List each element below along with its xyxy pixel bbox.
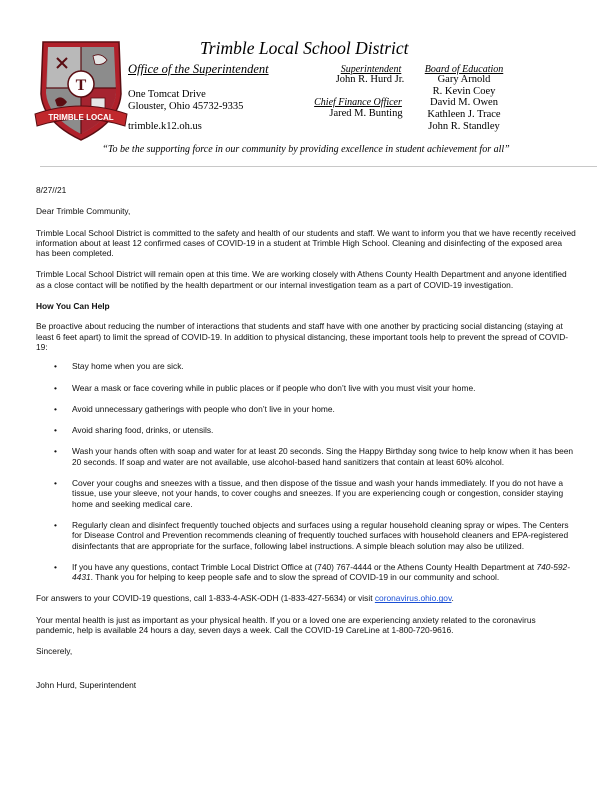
crest-letter: T — [75, 77, 87, 94]
bullet-icon: • — [54, 446, 57, 457]
address-line-2: Glouster, Ohio 45732-9335 — [128, 101, 244, 112]
list-item — [36, 361, 576, 371]
tip-text: Stay home when you are sick. — [72, 361, 184, 372]
cfo-name: Jared M. Bunting — [329, 108, 403, 119]
district-name: Trimble Local School District — [200, 38, 409, 58]
tip-text: Cover your coughs and sneezes with a tissue, and then dispose of the tissue and wash your hands immediately. If you do not have a tissue, use your sleeve, not your hands, to cover coughs and sneezes. If you are experiencing cough or congestion, consider staying home and seeking medical care. — [72, 478, 564, 509]
letter-greeting: Dear Trimble Community, — [36, 206, 131, 217]
answers-text: For answers to your COVID-19 questions, call 1-833-4-ASK-ODH (1-833-427-5634) or visit — [36, 593, 375, 604]
paragraph-intro: Be proactive about reducing the number of interactions that students and staff have with one another by practicing social distancing (staying at least 6 feet apart) to limit the spread of COVID-19. In addition to physical distancing, these important tools help to prevent the spread of COVID-19: — [36, 321, 569, 352]
bullet-icon: • — [54, 425, 57, 436]
list-item — [36, 425, 576, 435]
office-title: Office of the Superintendent — [128, 62, 269, 76]
tip-text: Wear a mask or face covering while in public places or if people who don’t live with you must visit your home. — [72, 382, 476, 393]
crest-banner-text: TRIMBLE LOCAL — [48, 113, 114, 122]
bullet-icon: • — [54, 403, 57, 414]
website-link[interactable]: trimble.k12.oh.us — [128, 121, 202, 132]
letter-signature: John Hurd, Superintendent — [36, 679, 137, 690]
paragraph-open: Trimble Local School District will remain open at this time. We are working closely with Athens County Health Department and anyone identified as a close contact will be notified by the health department or our internal investigation team as a part of COVID-19 investigation. — [36, 269, 567, 290]
bullet-icon: • — [54, 361, 57, 372]
health-dept-phone: 740-592-4431 — [72, 561, 570, 583]
header-divider — [40, 166, 597, 167]
superintendent-label: Superintendent — [340, 64, 402, 75]
list-item — [36, 404, 576, 414]
bullet-icon: • — [54, 519, 57, 530]
district-crest-logo — [33, 36, 129, 144]
bullet-icon: • — [54, 561, 57, 572]
cfo-label: Chief Finance Officer — [314, 97, 402, 108]
letter-date: 8/27//21 — [36, 185, 67, 195]
board-member: John R. Standley — [428, 121, 500, 132]
tip-text: Regularly clean and disinfect frequently touched objects and surfaces using a regular household cleaning spray or wipes. The Centers for Disease Control and Prevention recommends cleaning of frequently touched surfaces with household cleaners and EPA-registered disinfectants that are appropriate for the surface, following label instructions. A simple bleach solution may also be utilized. — [72, 519, 569, 551]
board-member: Kathleen J. Trace — [427, 109, 501, 120]
tip-text: Avoid sharing food, drinks, or utensils. — [72, 425, 214, 436]
tip-text: Wash your hands often with soap and water for at least 20 seconds. Sing the Happy Birthday song twice to help know when it has been 20 seconds. If soap and water are not available, use alcohol-based hand sanitizers that contain at least 60% alcohol. — [72, 446, 574, 467]
letter-closing: Sincerely, — [36, 646, 73, 657]
list-item — [36, 520, 576, 551]
section-heading: How You Can Help — [36, 301, 110, 312]
tip-text-contact-end: . Thank you for helping to keep people safe and to slow the spread of COVID-19 in our community and school. — [90, 572, 500, 583]
tip-text: Avoid unnecessary gatherings with people who don’t live in your home. — [72, 403, 335, 414]
paragraph-mental-health: Your mental health is just as important as your physical health. If you or a loved one are experiencing anxiety related to the coronavirus pandemic, help is available 24 hours a day, seven days a week. Call the COVID-19 CareLine at 1-800-720-9616. — [36, 614, 536, 636]
address-line-1: One Tomcat Drive — [128, 89, 206, 100]
prevention-tips-list — [36, 361, 576, 582]
superintendent-name: John R. Hurd Jr. — [335, 74, 405, 85]
answers-end: . — [451, 593, 454, 604]
district-motto: “To be the supporting force in our community by providing excellence in student achievement for all” — [102, 144, 510, 155]
letter-body — [36, 185, 576, 690]
coronavirus-ohio-link[interactable]: coronavirus.ohio.gov — [374, 593, 452, 604]
board-member: Gary Arnold — [437, 74, 491, 85]
paragraph-answers — [36, 593, 576, 603]
board-label: Board of Education — [424, 64, 504, 75]
board-member: David M. Owen — [430, 97, 498, 108]
paragraph-cases: Trimble Local School District is committed to the safety and health of our students and staff. We want to inform you that we have recently received information about at least 12 confirmed cases of COVID-19 in a student at Trimble High School. Cleaning and disinfecting of the exposed area has been completed. — [36, 227, 576, 259]
list-item — [36, 383, 576, 393]
bullet-icon: • — [54, 382, 57, 393]
list-item — [36, 562, 576, 583]
tip-text-contact: If you have any questions, contact Trimble Local District Office at (740) 767-4444 or the Athens County Health Department at — [72, 561, 537, 572]
bullet-icon: • — [54, 478, 57, 489]
list-item — [36, 478, 576, 509]
board-member: R. Kevin Coey — [432, 86, 496, 97]
list-item — [36, 446, 576, 467]
